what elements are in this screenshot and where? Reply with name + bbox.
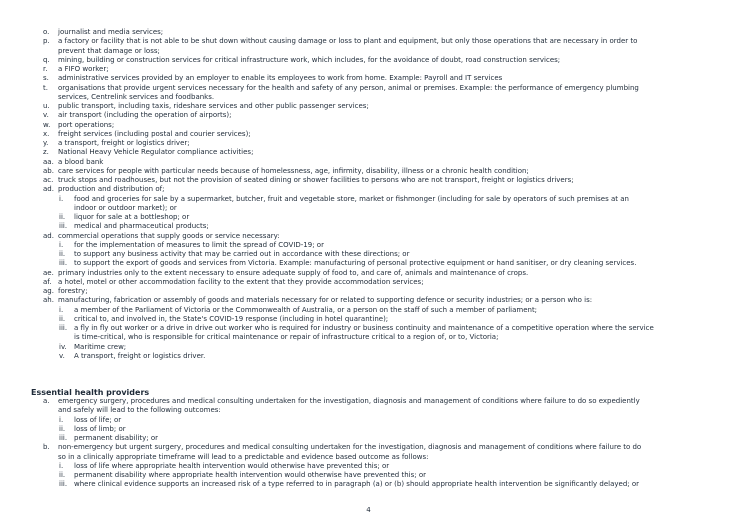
list-item-text: so in a clinically appropriate timeframe will lead to a predictable and evidence based outcome as follows: [58, 452, 429, 461]
list-item-text: port operations; [58, 120, 115, 129]
list-item-text: liquor for sale at a bottleshop; or [74, 213, 190, 221]
list-item-text: is time-critical, who is responsible for critical maintenance or repair of infrastructure critical to a region of, or to, Victoria; [74, 333, 499, 342]
list-item-text: care services for people with particular needs because of homelessness, age, infirmity, disability, illness or a chronic health condition; [58, 166, 529, 175]
list-item-text: a member of the Parliament of Victoria or the Commonwealth of Australia, or a person on the staff of such a member of parliament; [74, 305, 538, 314]
list-item-text: services, Centrelink services and foodbanks. [58, 92, 215, 101]
list-marker: v. [43, 111, 49, 120]
list-item-text: truck stops and roadhouses, but not the provision of seated dining or shower facilities to persons who are not transport, freight or logistics drivers; [58, 176, 574, 184]
list-item-text: A transport, freight or logistics driver. [74, 351, 206, 360]
list-item-text: forestry; [58, 287, 88, 295]
list-item-text: primary industries only to the extent necessary to ensure adequate supply of food to, and care of, animals and maintenance of crops. [58, 268, 529, 277]
list-marker: u. [43, 102, 50, 110]
list-item-text: manufacturing, fabrication or assembly of goods and materials necessary for or related to supporting defence or security industries; or a person who is: [58, 296, 593, 305]
list-item-text: medical and pharmaceutical products; [74, 222, 209, 231]
list-item-text: administrative services provided by an employer to enable its employees to work from home. Example: Payroll and IT services [58, 74, 503, 83]
list-item-text: for the implementation of measures to limit the spread of COVID-19; or [74, 240, 324, 249]
list-marker: iv. [59, 342, 67, 351]
list-marker: ii. [59, 471, 66, 479]
page-number: 4 [366, 506, 371, 514]
list-item-text: loss of life; or [74, 415, 122, 424]
list-marker: x. [43, 129, 50, 138]
list-item-text: emergency surgery, procedures and medical consulting undertaken for the investigation, diagnosis and management of conditions where failure to do so expediently [58, 397, 640, 405]
list-marker: a. [43, 397, 50, 405]
list-marker: iii. [59, 480, 68, 489]
list-item-text: a factory or facility that is not able to be shut down without causing damage or loss to plant and equipment, but only those operations that are necessary in order to [58, 37, 638, 46]
list-item-text: prevent that damage or loss; [58, 46, 160, 55]
list-item-text: freight services (including postal and courier services); [58, 129, 251, 138]
list-item-text: to support the export of goods and services from Victoria. Example: manufacturing of personal protective equipment or hand sanitiser, or dry cleaning services. [74, 259, 637, 268]
list-item-text: a blood bank [58, 157, 104, 166]
list-marker: o. [43, 28, 50, 36]
list-marker: y. [43, 139, 49, 147]
section-heading: Essential health providers [31, 388, 150, 397]
list-marker: v. [59, 351, 65, 360]
list-marker: af. [43, 277, 52, 286]
list-marker: aa. [43, 157, 54, 166]
list-marker: ii. [59, 213, 66, 221]
list-marker: ad. [43, 231, 54, 240]
list-item-text: mining, building or construction services for critical infrastructure work, which includes, for the avoidance of doubt, road construction services; [58, 55, 561, 64]
list-marker: p. [43, 37, 50, 46]
list-item-text: critical to, and involved in, the State's COVID-19 response (including in hotel quarantine); [74, 314, 389, 323]
list-item-text: air transport (including the operation of airports); [58, 111, 232, 120]
list-item-text: indoor or outdoor market); or [74, 203, 177, 212]
list-marker: z. [43, 148, 49, 157]
list-item-text: National Heavy Vehicle Regulator compliance activities; [58, 148, 254, 157]
list-marker: ae. [43, 268, 54, 277]
list-marker: r. [43, 65, 48, 73]
list-item-text: public transport, including taxis, rideshare services and other public passenger services; [58, 102, 369, 110]
list-marker: ii. [59, 314, 66, 323]
list-item-text: a hotel, motel or other accommodation facility to the extent that they provide accommodation services; [58, 277, 424, 286]
list-marker: ad. [43, 185, 54, 194]
list-item-text: Maritime crew; [74, 342, 127, 351]
list-marker: i. [59, 461, 64, 470]
list-item-text: a FIFO worker; [58, 65, 109, 73]
list-marker: i. [59, 240, 64, 249]
list-item-text: non-emergency but urgent surgery, procedures and medical consulting undertaken for the investigation, diagnosis and management of conditions where failure to do [58, 443, 642, 452]
list-marker: iii. [59, 222, 68, 231]
list-item-text: permanent disability where appropriate health intervention would otherwise have prevented this; or [74, 471, 426, 479]
list-marker: ii. [59, 250, 66, 258]
list-marker: s. [43, 74, 49, 83]
list-marker: t. [43, 83, 48, 92]
list-item-text: a fly in fly out worker or a drive in drive out worker who is required for industry or business continuity and maintenance of a competitive operation where the service [74, 324, 654, 332]
list-marker: i. [59, 305, 64, 314]
list-marker: ac. [43, 176, 54, 184]
list-marker: ag. [43, 287, 54, 295]
list-item-text: loss of life where appropriate health intervention would otherwise have prevented this; or [74, 461, 390, 470]
list-marker: iii. [59, 259, 68, 268]
list-marker: w. [43, 120, 51, 129]
list-marker: i. [59, 194, 64, 203]
list-marker: q. [43, 55, 50, 64]
list-item-text: commercial operations that supply goods or service necessary: [58, 231, 280, 240]
list-item-text: to support any business activity that may be carried out in accordance with these directions; or [74, 250, 410, 258]
list-item-text: permanent disability; or [74, 434, 158, 442]
list-item-text: organisations that provide urgent services necessary for the health and safety of any person, animal or premises. Example: the performance of emergency plumbing [58, 83, 639, 92]
list-item-text: and safely will lead to the following outcomes: [58, 406, 221, 415]
list-item-text: food and groceries for sale by a supermarket, butcher, fruit and vegetable store, market or fishmonger (including for sale by operators of such premises at an [74, 194, 629, 203]
list-marker: ii. [59, 424, 66, 433]
list-item-text: loss of limb; or [74, 424, 126, 433]
list-item-text: journalist and media services; [58, 28, 164, 36]
list-item-text: production and distribution of; [58, 185, 165, 194]
list-marker: iii. [59, 324, 68, 332]
list-marker: i. [59, 415, 64, 424]
list-item-text: a transport, freight or logistics driver; [58, 139, 190, 147]
list-marker: ab. [43, 166, 54, 175]
list-marker: iii. [59, 434, 68, 442]
list-marker: ah. [43, 296, 54, 305]
list-item-text: where clinical evidence supports an increased risk of a type referred to in paragraph (a) or (b) should appropriate health intervention be significantly delayed; or [74, 480, 640, 489]
list-marker: b. [43, 443, 50, 452]
